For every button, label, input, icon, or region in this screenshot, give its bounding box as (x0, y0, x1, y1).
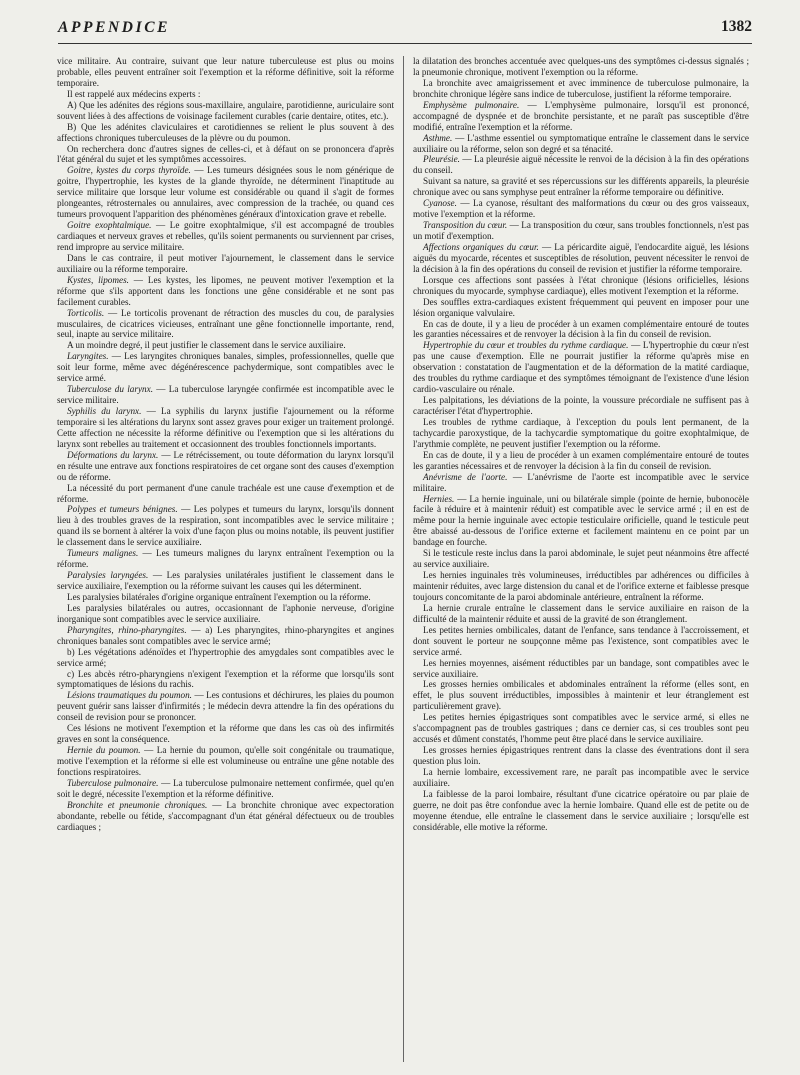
paragraph (57, 165, 394, 220)
column-divider (403, 56, 404, 1062)
paragraph (413, 297, 749, 319)
paragraph-text: — L'anévrisme de l'aorte est incompatible avec le service militaire. (413, 471, 749, 493)
paragraph (413, 275, 749, 297)
section-heading: Transposition du cœur. (423, 220, 508, 231)
paragraph (413, 472, 749, 494)
paragraph-text: Des souffles extra-cardiaques existent fréquemment qui peuvent en imposer pour une lésion organique valvulaire. (413, 296, 749, 318)
right-column (413, 56, 749, 1069)
paragraph-text: — La pleurésie aiguë nécessite le renvoi de la décision à la fin des opérations du conseil. (413, 154, 749, 176)
paragraph-text: — Les laryngites chroniques banales, simples, professionnelles, quelle que soit leur forme, même avec dégénérescence pachydermique, sont compatibles avec le service armé. (57, 351, 394, 384)
paragraph (57, 384, 394, 406)
paragraph-text: Les hernies inguinales très volumineuses, irréductibles par adhérences ou difficiles à maintenir réduites, avec large distension du canal et de l'orifice externe et faiblesse presque toujours concomitante de la paroi abdominale antérieure, entraînent la réforme. (413, 570, 749, 602)
section-heading: Syphilis du larynx. (67, 406, 142, 416)
paragraph-text: — a) Les pharyngites, rhino-pharyngites et angines chroniques banales sont compatibles avec le service armé; (57, 624, 394, 646)
section-heading: Goitre exophtalmique. (67, 220, 152, 231)
page-header (58, 17, 752, 44)
section-heading: Emphysème pulmonaire. (423, 99, 520, 110)
paragraph-text: La bronchite avec amaigrissement et avec imminence de tuberculose pulmonaire, la bronchite chronique légère sans indice de tuberculose, justifient la réforme temporaire. (413, 77, 749, 99)
paragraph (413, 417, 749, 450)
paragraph-text: Les petites hernies ombilicales, datant de l'enfance, sans tendance à l'accroissement, et dont souvent le porteur ne soupçonne même pas l'existence, sont compatibles avec le service armé. (413, 624, 749, 657)
paragraph-text: En cas de doute, il y a lieu de procéder à un examen complémentaire entouré de toutes les garanties nécessaires et de renvoyer la décision à la fin du conseil de revision. (413, 449, 749, 471)
paragraph (413, 100, 749, 133)
section-heading: Pleurésie. (423, 154, 460, 165)
paragraph (413, 603, 749, 625)
paragraph-text: vice militaire. Au contraire, suivant que leur nature tuberculeuse est plus ou moins probable, elles peuvent entraîner soit l'exemption et la réforme définitive, soit la réforme temporaire. (57, 56, 394, 88)
paragraph (413, 625, 749, 658)
paragraph (413, 133, 749, 155)
paragraph-text: — La transposition du cœur, sans troubles fonctionnels, n'est pas un motif d'exemption. (413, 220, 749, 241)
section-heading: Tuberculose pulmonaire. (67, 777, 159, 788)
paragraph-text: — Le rétrécissement, ou toute déformation du larynx lorsqu'il en résulte une entrave aux fonctions respiratoires de cet organe sont des causes d'exemption ou de réforme. (57, 449, 394, 482)
section-heading: Lésions traumatiques du poumon. (67, 690, 192, 701)
paragraph (413, 450, 749, 472)
paragraph (413, 220, 749, 242)
paragraph (57, 275, 394, 308)
left-column (57, 56, 394, 1069)
paragraph-text: Les troubles de rythme cardiaque, à l'exception du pouls lent permanent, de la tachycardie paroxystique, de la tachycardie symptomatique du goitre exophtalmique, de l'arythmie complète, ne peuvent justifier l'exemption ou la réforme. (413, 416, 749, 449)
paragraph (413, 319, 749, 341)
paragraph (413, 745, 749, 767)
paragraph (413, 570, 749, 603)
paragraph-text: b) Les végétations adénoïdes et l'hypertrophie des amygdales sont compatibles avec le service armé; (57, 646, 394, 668)
section-heading: Tumeurs malignes. (67, 548, 139, 559)
paragraph (57, 745, 394, 778)
paragraph-text: — Les kystes, les lipomes, ne peuvent motiver l'exemption et la réforme que s'ils apportent dans les fonctions une gêne considérable et ne sont pas facilement curables. (57, 274, 394, 307)
paragraph-text: — Le torticolis provenant de rétraction des muscles du cou, de paralysies musculaires, de cicatrices vicieuses, entraînant une gêne fonctionnelle importante, rend, seul, inapte au service militaire. (57, 307, 394, 340)
paragraph-text: — Les contusions et déchirures, les plaies du poumon peuvent guérir sans laisser d'infirmités ; le médecin devra attendre la fin des opérations du conseil de revision pour se prononcer. (57, 690, 394, 723)
paragraph-text: — L'asthme essentiel ou symptomatique entraîne le classement dans le service auxiliaire ou la réforme, selon son degré et sa ténacité. (413, 132, 749, 154)
paragraph (413, 395, 749, 417)
paragraph-text: — La cyanose, résultant des malformations du cœur ou des gros vaisseaux, motive l'exemption et la réforme. (413, 198, 749, 220)
section-heading: Anévrisme de l'aorte. (423, 471, 508, 482)
paragraph (57, 548, 394, 570)
paragraph-text: Il est rappelé aux médecins experts : (67, 88, 201, 99)
paragraph-text: — La hernie du poumon, qu'elle soit congénitale ou traumatique, motive l'exemption et la réforme si elle est volumineuse ou entraîne une gêne notable des fonctions respiratoires. (57, 745, 394, 777)
paragraph (413, 242, 749, 275)
paragraph-text: c) Les abcès rétro-pharyngiens n'exigent l'exemption et la réforme que lorsqu'ils sont symptomatiques de lésions du rachis. (57, 668, 394, 690)
paragraph-text: A) Que les adénites des régions sous-maxillaire, angulaire, parotidienne, auriculaire sont souvent liées à des affections de voisinage facilement curables (carie dentaire, otites, etc.). (57, 99, 394, 121)
paragraph (57, 669, 394, 691)
paragraph-text: En cas de doute, il y a lieu de procéder à un examen complémentaire entouré de toutes les garanties nécessaires et de renvoyer la décision à la fin du conseil de revision. (413, 318, 749, 340)
paragraph-text: la dilatation des bronches accentuée avec quelques-uns des symptômes ci-dessus signalés ; la pneumonie chronique, motivent l'exemption ou la réforme. (413, 56, 749, 77)
paragraph-text: Les grosses hernies épigastriques rentrent dans la classe des éventrations dont il sera question plus loin. (413, 745, 749, 766)
paragraph-text: — La tuberculose pulmonaire nettement confirmée, quel qu'en soit le degré, nécessite l'exemption et la réforme définitive. (57, 777, 394, 799)
paragraph (57, 122, 394, 144)
paragraph-text: B) Que les adénites claviculaires et carotidiennes se relient le plus souvent à des affections chroniques tuberculeuses de la plèvre ou du poumon. (57, 121, 394, 143)
paragraph-text: Suivant sa nature, sa gravité et ses répercussions sur les différents appareils, la pleurésie chronique avec ou sans symphyse peut entraîner la réforme temporaire ou définitive. (413, 176, 749, 198)
paragraph (57, 647, 394, 669)
paragraph (413, 789, 749, 833)
paragraph-text: — La tuberculose laryngée confirmée est incompatible avec le service militaire. (57, 384, 394, 406)
paragraph (57, 625, 394, 647)
paragraph (57, 690, 394, 723)
section-heading: Pharyngites, rhino-pharyngites. (67, 624, 187, 635)
paragraph-text: — La hernie inguinale, uni ou bilatérale simple (pointe de hernie, bubonocèle facile à réduire et à maintenir réduit) est compatible avec le service armé ; il en est de même pour la hernie inguinale avec ectopie testiculaire orificielle, quand le testicule peut être abaissé au-dessous de l'orifice externe et facilement maintenu en ce point par un bandage en fourche. (413, 493, 749, 548)
section-heading: Bronchite et pneumonie chroniques. (67, 799, 208, 810)
paragraph-text: — La péricardite aiguë, l'endocardite aiguë, les lésions aiguës du myocarde, récentes et susceptibles de résolution, peuvent nécessiter le renvoi de la décision à la fin des opérations du conseil de revision et justifier la réforme temporaire. (413, 241, 749, 274)
paragraph-text: Ces lésions ne motivent l'exemption et la réforme que dans les cas où des infirmités graves en sont la conséquence. (57, 723, 394, 745)
paragraph-text: — Les tumeurs désignées sous le nom générique de goitre, l'hypertrophie, les kystes de la glande thyroïde, ne déterminent l'inaptitude au service militaire que lorsque leur volume est considérable ou quand il s'agit de formes plongeantes, rétrosternales ou annulaires, avec compression de la trachée, ou quand ces tumeurs provoquent l'apparition des phénomènes généraux d'intoxication grave et rebelle. (57, 165, 394, 220)
paragraph-text: Les paralysies bilatérales d'origine organique entraînent l'exemption ou la réforme. (67, 591, 371, 602)
paragraph (57, 308, 394, 341)
section-heading: Hernie du poumon. (67, 745, 141, 756)
section-heading: Kystes, lipomes. (67, 274, 129, 285)
paragraph-text: — Les tumeurs malignes du larynx entraînent l'exemption ou la réforme. (57, 548, 394, 570)
paragraph (57, 723, 394, 745)
paragraph (413, 658, 749, 680)
paragraph (413, 154, 749, 176)
paragraph (413, 712, 749, 745)
paragraph (413, 679, 749, 712)
paragraph-text: Les grosses hernies ombilicales et abdominales entraînent la réforme (elles sont, en effet, le plus souvent irréductibles, impossibles à maintenir et leur étranglement est particulièrement grave). (413, 679, 749, 712)
paragraph-text: La hernie lombaire, excessivement rare, ne paraît pas incompatible avec le service auxiliaire. (413, 766, 749, 788)
paragraph-text: — Les polypes et tumeurs du larynx, lorsqu'ils donnent lieu à des troubles graves de la respiration, sont incompatibles avec le service militaire ; quand ils se bornent à altérer la voix d'une façon plus ou moins notable, ils peuvent justifier le classement dans le service auxiliaire. (57, 504, 394, 548)
paragraph-text: La hernie crurale entraîne le classement dans le service auxiliaire en raison de la difficulté de la maintenir réduite et aussi de la gravité de son étranglement. (413, 602, 749, 624)
paragraph-text: — L'hypertrophie du cœur n'est pas une cause d'exemption. Elle ne pourrait justifier la réforme qu'après mise en observation : constatation de l'augmentation et de la déformation de la matité cardiaque, des troubles du rythme cardiaque et des symptômes témoignant de l'existence d'une lésion cardio-vasculaire ou rénale. (413, 340, 749, 395)
paragraph-text: La faiblesse de la paroi lombaire, résultant d'une cicatrice opératoire ou par plaie de guerre, ne doit pas être confondue avec la hernie lombaire. Quand elle est de petite ou de moyenne étendue, elle entraîne le classement dans le service auxiliaire ; lorsqu'elle est considérable, elle motive la réforme. (413, 788, 749, 832)
page-number: 1382 (721, 18, 752, 35)
paragraph (57, 56, 394, 89)
section-heading: Hernies. (423, 493, 455, 504)
section-heading: Polypes et tumeurs bénignes. (67, 504, 178, 515)
paragraph-text: — Le goitre exophtalmique, s'il est accompagné de troubles cardiaques et nerveux graves et rebelles, qu'ils soient permanents ou surviennent par crises, rend impropre au service militaire. (57, 220, 394, 252)
paragraph-text: La nécessité du port permanent d'une canule trachéale est une cause d'exemption et de réforme. (57, 482, 394, 504)
paragraph-text: Les hernies moyennes, aisément réductibles par un bandage, sont compatibles avec le service auxiliaire. (413, 657, 749, 679)
section-heading: Torticolis. (67, 307, 105, 318)
section-heading: Laryngites. (67, 351, 109, 362)
paragraph (57, 800, 394, 833)
paragraph-text: A un moindre degré, il peut justifier le classement dans le service auxiliaire. (67, 340, 346, 351)
paragraph-text: Les petites hernies épigastriques sont compatibles avec le service armé, si elles ne s'accompagnent pas de troubles gastriques ; dans ce dernier cas, si ces troubles sont peu accusés et dûment constatés, l'homme peut être placé dans le service auxiliaire. (413, 712, 749, 745)
paragraph (57, 592, 394, 603)
paragraph (57, 253, 394, 275)
paragraph (57, 450, 394, 483)
paragraph (57, 570, 394, 592)
section-heading: Affections organiques du cœur. (423, 241, 539, 252)
paragraph (57, 100, 394, 122)
paragraph (413, 198, 749, 220)
paragraph (57, 351, 394, 384)
section-heading: Asthme. (423, 132, 453, 143)
paragraph-text: Les paralysies bilatérales ou autres, occasionnant de l'aphonie nerveuse, d'origine inorganique sont compatibles avec le service auxiliaire. (57, 602, 394, 624)
paragraph-text: — Les paralysies unilatérales justifient le classement dans le service auxiliaire, l'exemption ou la réforme suivant les causes qui les déterminent. (57, 570, 394, 591)
paragraph (413, 494, 749, 549)
running-title: APPENDICE (58, 19, 171, 36)
paragraph (57, 144, 394, 166)
paragraph (57, 406, 394, 450)
paragraph (413, 56, 749, 78)
paragraph-text: Dans le cas contraire, il peut motiver l'ajournement, le classement dans le service auxiliaire ou la réforme temporaire. (57, 252, 394, 274)
section-heading: Déformations du larynx. (67, 449, 159, 460)
section-heading: Tuberculose du larynx. (67, 384, 153, 395)
paragraph-text: Lorsque ces affections sont passées à l'état chronique (lésions orificielles, lésions chroniques du myocarde, symphyse cardiaque), elles motivent l'exemption et la réforme. (413, 274, 749, 296)
paragraph (57, 483, 394, 505)
section-heading: Paralysies laryngées. (67, 570, 149, 581)
paragraph (57, 340, 394, 351)
paragraph (413, 548, 749, 570)
paragraph (57, 220, 394, 253)
paragraph (57, 778, 394, 800)
paragraph (57, 504, 394, 548)
paragraph-text: — La bronchite chronique avec expectoration abondante, rebelle ou fétide, s'accompagnant d'un état général défectueux ou de troubles cardiaques ; (57, 799, 394, 832)
section-heading: Hypertrophie du cœur et troubles du rythme cardiaque. (423, 340, 629, 351)
paragraph-text: — La syphilis du larynx justifie l'ajournement ou la réforme temporaire si les altérations du larynx sont assez graves pour exiger un traitement prolongé. Cette affection ne nécessite la réforme définitive ou l'exemption que si les altérations du larynx sont rebelles au traitement et occasionnent des troubles fonctionnels importants. (57, 406, 394, 449)
paragraph (57, 89, 394, 100)
paragraph (413, 78, 749, 100)
paragraph-text: Les palpitations, les déviations de la pointe, la voussure précordiale ne suffisent pas à caractériser l'état d'hypertrophie. (413, 395, 749, 416)
paragraph (57, 603, 394, 625)
paragraph-text: — L'emphysème pulmonaire, lorsqu'il est prononcé, accompagné de dyspnée et de bronchite persistante, et ne paraît pas susceptible d'être modifié, entraîne l'exemption et la réforme. (413, 99, 749, 132)
paragraph-text: Si le testicule reste inclus dans la paroi abdominale, le sujet peut néanmoins être affecté au service auxiliaire. (413, 548, 749, 570)
paragraph (413, 176, 749, 198)
paragraph (413, 340, 749, 395)
section-heading: Cyanose. (423, 198, 457, 209)
paragraph-text: On recherchera donc d'autres signes de celles-ci, et à défaut on se prononcera d'après l'état général du sujet et les symptômes accessoires. (57, 143, 394, 165)
section-heading: Goitre, kystes du corps thyroïde. (67, 165, 191, 176)
paragraph (413, 767, 749, 789)
